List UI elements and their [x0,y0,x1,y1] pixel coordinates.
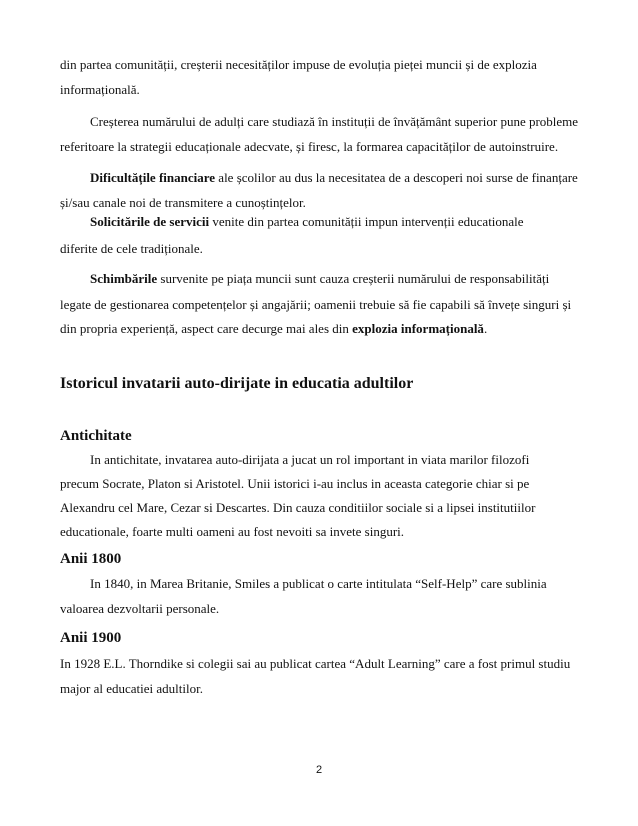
body-line: valoarea dezvoltarii personale. [60,601,220,616]
subsection-heading: Antichitate [60,428,132,444]
body-line: In 1840, in Marea Britanie, Smiles a publicat o carte intitulata “Self-Help” care sublinia [90,576,547,591]
body-line: Creșterea numărului de adulți care studiază în instituții de învățământ superior pune probleme [90,114,579,129]
section-heading: Istoricul invatarii auto-dirijate in educatia adultilor [60,375,414,392]
body-line: In antichitate, invatarea auto-dirijata a jucat un rol important in viata marilor filozofi [90,452,530,467]
body-line: informațională. [60,82,140,97]
body-line: din propria experiență, aspect care decurge mai ales din explozia informațională. [60,321,488,336]
page-number: 2 [315,764,323,776]
body-line: Dificultățile financiare ale școlilor au dus la necesitatea de a descoperi noi surse de finanțare [90,170,578,185]
body-line: Schimbările survenite pe piața muncii sunt cauza creșterii numărului de responsabilități [90,271,550,286]
subsection-heading: Anii 1900 [60,630,122,646]
body-line: Alexandru cel Mare, Cezar si Descartes. Din cauza conditiilor sociale si a lipsei institutiilor [60,500,536,515]
body-line: Solicitările de servicii venite din partea comunității impun intervenții educationale [90,214,524,229]
body-line: In 1928 E.L. Thorndike si colegii sai au publicat cartea “Adult Learning” care a fost primul studiu [60,656,571,671]
body-line: precum Socrate, Platon si Aristotel. Unii istorici i-au inclus in aceasta categorie chiar si pe [60,476,530,491]
body-line: din partea comunității, creșterii necesităților impuse de evoluția pieței muncii și de explozia [60,57,537,72]
body-line: major al educatiei adultilor. [60,681,203,696]
body-line: referitoare la strategii educaționale adecvate, și firesc, la formarea capacităților de autoinstruire. [60,139,559,154]
subsection-heading: Anii 1800 [60,551,122,567]
body-line: diferite de cele tradiționale. [60,241,203,256]
body-line: legate de gestionarea competențelor și angajării; oamenii trebuie să fie capabili să învețe singuri și [60,297,572,312]
body-line: educationale, foarte multi oameni au fost nevoiti sa invete singuri. [60,524,405,539]
body-line: și/sau canale noi de transmitere a cunoștințelor. [60,195,306,210]
